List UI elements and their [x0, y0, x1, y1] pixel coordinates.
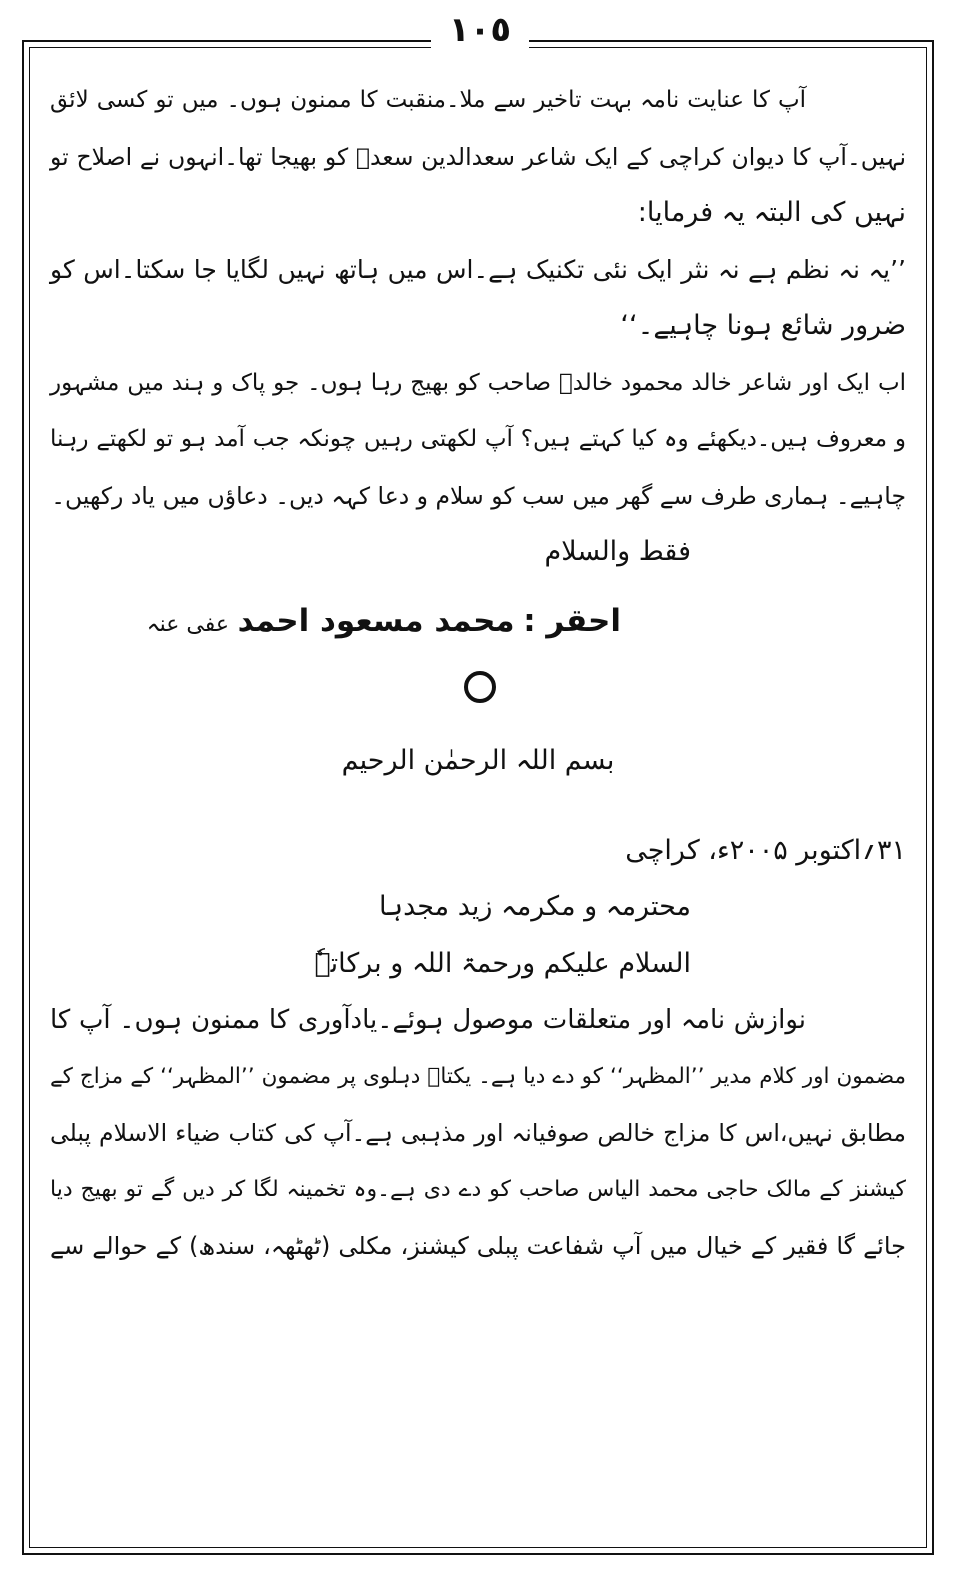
salutation: محترمہ و مکرمہ زید مجدہا: [379, 891, 691, 922]
letter2-line: کیشنز کے مالک حاجی محمد الیاس صاحب کو دے دی ہے۔وہ تخمینہ لگا کر دیں گے تو بھیج دیا: [50, 1176, 906, 1202]
separator: [50, 661, 906, 731]
greeting: السلام علیکم ورحمۃ اللہ و برکاتہٗ: [314, 947, 691, 979]
quote-line: ’’یہ نہ نظم ہے نہ نثر ایک نئی تکنیک ہے۔اس میں ہاتھ نہیں لگایا جا سکتا۔اس کو: [50, 254, 906, 284]
signature-label: احقر :: [523, 602, 621, 639]
letter1-line: چاہیے۔ ہماری طرف سے گھر میں سب کو سلام و دعا کہہ دیں۔ دعاؤں میں یاد رکھیں۔: [51, 481, 906, 510]
signature: [50, 581, 906, 661]
letter1-line: آپ کا عنایت نامہ بہت تاخیر سے ملا۔منقبت کا ممنون ہوں۔ میں تو کسی لائق: [50, 87, 806, 113]
letter1-line: و معروف ہیں۔دیکھئے وہ کیا کہتے ہیں؟ آپ لکھتی رہیں چونکہ جب آمد ہو تو لکھتے رہنا: [50, 426, 906, 452]
letter1-line: اب ایک اور شاعر خالد محمود خالدؔ صاحب کو بھیج رہا ہوں۔ جو پاک و ہند میں مشہور: [50, 369, 906, 396]
closing: فقط والسلام: [544, 536, 691, 567]
bismillah: بسم اللہ الرحمٰن الرحیم: [341, 744, 615, 776]
signature-suffix: عفی عنہ: [146, 611, 229, 637]
quote-line: ضرور شائع ہونا چاہیے۔‘‘: [620, 310, 906, 341]
page-number: [0, 10, 960, 50]
letter2-line: مضمون اور کلام مدیر ’’المظہر‘‘ کو دے دیا ہے۔ یکتاؔ دہلوی پر مضمون ’’المظہر‘‘ کے مزاج کے: [50, 1063, 906, 1089]
date-line: ۳۱؍اکتوبر ۲۰۰۵ء، کراچی: [625, 834, 906, 866]
signature-name: محمد مسعود احمد: [237, 602, 515, 639]
letter2-line: جائے گا فقیر کے خیال میں آپ شفاعت پبلی کیشنز، مکلی (ٹھٹھہ، سندھ) کے حوالے سے: [50, 1232, 906, 1260]
letter2-line: نوازش نامہ اور متعلقات موصول ہوئے۔یادآوری کا ممنون ہوں۔ آپ کا: [50, 1005, 806, 1035]
letter2-line: مطابق نہیں،اس کا مزاج خالص صوفیانہ اور مذہبی ہے۔آپ کی کتاب ضیاء الاسلام پبلی: [50, 1119, 906, 1147]
letter1-line: نہیں۔آپ کا دیوان کراچی کے ایک شاعر سعدالدین سعدؔ کو بھیجا تھا۔انہوں نے اصلاح تو: [50, 142, 906, 171]
page-number-text: ١٠٥: [431, 10, 529, 50]
circle-separator-icon: [464, 671, 496, 703]
letter-content: [50, 72, 906, 1275]
letter1-line: نہیں کی البتہ یہ فرمایا:: [637, 197, 906, 228]
